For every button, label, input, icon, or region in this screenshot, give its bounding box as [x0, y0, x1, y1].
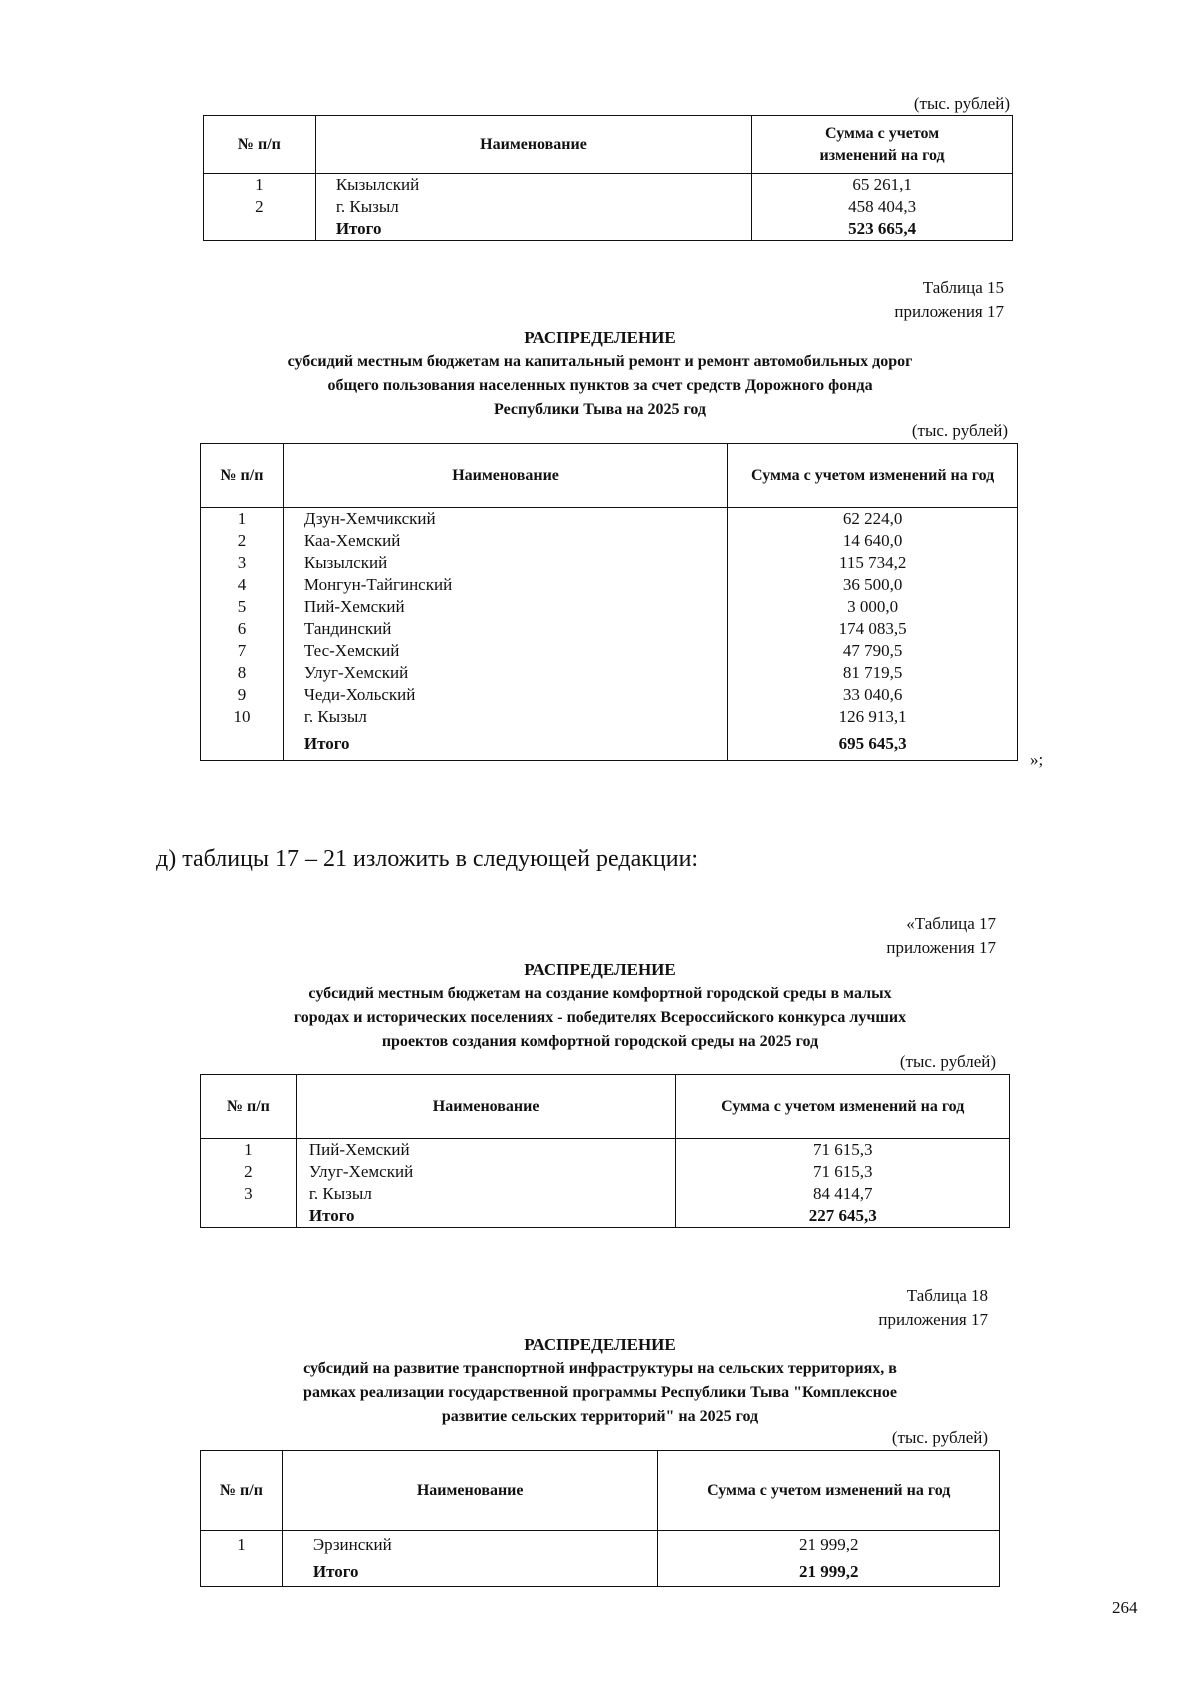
- row-num: 3: [201, 1183, 297, 1205]
- table-row: [201, 508, 1018, 531]
- table-row: [201, 618, 1018, 640]
- row-num: 9: [201, 684, 284, 706]
- subtitle-line: проектов создания комфортной городской среды на 2025 год: [381, 1033, 819, 1050]
- header-num: № п/п: [201, 444, 284, 508]
- table-row: [201, 1139, 1010, 1162]
- table17-caption: [700, 912, 996, 960]
- caption-line: приложения 17: [886, 938, 996, 957]
- subtitle-line: городах и исторических поселениях - победителях Всероссийского конкурса лучших: [293, 1009, 907, 1026]
- caption-line: приложения 17: [878, 1310, 988, 1329]
- header-sum: Сумма с учетом изменений на год: [658, 1451, 1000, 1531]
- row-value: 71 615,3: [676, 1139, 1010, 1162]
- row-num: 1: [201, 1531, 283, 1559]
- table-row: [201, 1531, 1000, 1559]
- header-name: Наименование: [282, 1451, 658, 1531]
- row-name: Монгун-Тайгинский: [283, 574, 727, 596]
- caption-line: приложения 17: [894, 302, 1004, 321]
- table18-subtitle: [150, 1357, 1050, 1429]
- subtitle-line: субсидий местным бюджетам на создание комфортной городской среды в малых: [308, 985, 892, 1002]
- row-name: Пий-Хемский: [296, 1139, 676, 1162]
- caption-line: Таблица 18: [906, 1286, 988, 1305]
- units-label: (тыс. рублей): [913, 94, 1010, 113]
- table17-title: РАСПРЕДЕЛЕНИЕ: [524, 960, 676, 979]
- header-sum: Сумма с учетом изменений на год: [676, 1075, 1010, 1139]
- table15-subtitle: [150, 350, 1050, 422]
- row-num: 1: [201, 508, 284, 531]
- row-name: Кызылский: [315, 174, 751, 197]
- row-num: 7: [201, 640, 284, 662]
- subtitle-line: общего пользования населенных пунктов за счет средств Дорожного фонда: [327, 377, 873, 394]
- table15-caption: [700, 276, 1004, 324]
- table-row: [201, 1161, 1010, 1183]
- row-name: Пий-Хемский: [283, 596, 727, 618]
- table-top: [203, 115, 1013, 241]
- row-name: Эрзинский: [282, 1531, 658, 1559]
- total-row: [201, 1205, 1010, 1228]
- row-value: 47 790,5: [728, 640, 1018, 662]
- row-value: 115 734,2: [728, 552, 1018, 574]
- header-num: № п/п: [201, 1075, 297, 1139]
- row-num: 6: [201, 618, 284, 640]
- table18: [200, 1450, 1000, 1587]
- row-num: 3: [201, 552, 284, 574]
- subtitle-line: рамках реализации государственной программы Республики Тыва "Комплексное: [303, 1384, 897, 1401]
- row-value: 33 040,6: [728, 684, 1018, 706]
- row-value: 84 414,7: [676, 1183, 1010, 1205]
- row-num: 4: [201, 574, 284, 596]
- table17: [200, 1074, 1010, 1228]
- table-row: [201, 662, 1018, 684]
- row-num: 2: [201, 1161, 297, 1183]
- total-value: 227 645,3: [676, 1205, 1010, 1228]
- subtitle-line: Республики Тыва на 2025 год: [494, 401, 706, 418]
- table17-subtitle: [150, 982, 1050, 1054]
- table18-title: РАСПРЕДЕЛЕНИЕ: [524, 1335, 676, 1354]
- table-row: [201, 684, 1018, 706]
- row-name: г. Кызыл: [296, 1183, 676, 1205]
- units-label: (тыс. рублей): [911, 421, 1008, 440]
- subtitle-line: субсидий на развитие транспортной инфраструктуры на сельских территориях, в: [303, 1360, 897, 1377]
- header-num: № п/п: [204, 116, 316, 174]
- header-name: Наименование: [296, 1075, 676, 1139]
- row-value: 126 913,1: [728, 706, 1018, 728]
- row-name: Тес-Хемский: [283, 640, 727, 662]
- row-num: 2: [201, 530, 284, 552]
- row-num: 2: [204, 196, 316, 218]
- total-label: Итого: [315, 218, 751, 241]
- row-value: 3 000,0: [728, 596, 1018, 618]
- subtitle-line: развитие сельских территорий" на 2025 год: [441, 1408, 759, 1425]
- row-value: 174 083,5: [728, 618, 1018, 640]
- row-value: 81 719,5: [728, 662, 1018, 684]
- row-value: 21 999,2: [658, 1531, 1000, 1559]
- caption-line: «Таблица 17: [906, 914, 996, 933]
- row-name: Улуг-Хемский: [283, 662, 727, 684]
- table-row: [204, 196, 1013, 218]
- total-value: 695 645,3: [728, 728, 1018, 760]
- page-number: 264: [1112, 1598, 1138, 1617]
- total-value: 21 999,2: [658, 1559, 1000, 1587]
- header-name: Наименование: [315, 116, 751, 174]
- row-num: 5: [201, 596, 284, 618]
- total-row: [204, 218, 1013, 241]
- header-sum: Сумма с учетом изменений на год: [752, 116, 1013, 174]
- row-name: Каа-Хемский: [283, 530, 727, 552]
- row-value: 14 640,0: [728, 530, 1018, 552]
- instruction-text: д) таблицы 17 – 21 изложить в следующей редакции:: [156, 846, 699, 872]
- closing-quote-mark: »;: [1030, 750, 1044, 769]
- units-label: (тыс. рублей): [891, 1428, 988, 1447]
- caption-line: Таблица 15: [922, 278, 1004, 297]
- table18-caption: [700, 1284, 988, 1332]
- row-name: Чеди-Хольский: [283, 684, 727, 706]
- units-label: (тыс. рублей): [899, 1052, 996, 1071]
- table-row: [201, 596, 1018, 618]
- row-value: 36 500,0: [728, 574, 1018, 596]
- table-row: [201, 552, 1018, 574]
- row-value: 62 224,0: [728, 508, 1018, 531]
- table15-title: РАСПРЕДЕЛЕНИЕ: [524, 328, 676, 347]
- row-value: 65 261,1: [752, 174, 1013, 197]
- row-num: 8: [201, 662, 284, 684]
- total-label: Итого: [282, 1559, 658, 1587]
- table-row: [201, 1183, 1010, 1205]
- row-name: г. Кызыл: [283, 706, 727, 728]
- row-name: Тандинский: [283, 618, 727, 640]
- header-name: Наименование: [283, 444, 727, 508]
- table-row: [201, 640, 1018, 662]
- row-num: 1: [201, 1139, 297, 1162]
- table15: [200, 443, 1018, 761]
- row-value: 458 404,3: [752, 196, 1013, 218]
- table-row: [201, 574, 1018, 596]
- total-value: 523 665,4: [752, 218, 1013, 241]
- row-name: Улуг-Хемский: [296, 1161, 676, 1183]
- total-label: Итого: [283, 728, 727, 760]
- table-row: [201, 530, 1018, 552]
- subtitle-line: субсидий местным бюджетам на капитальный ремонт и ремонт автомобильных дорог: [287, 353, 913, 370]
- total-row: [201, 1559, 1000, 1587]
- total-label: Итого: [296, 1205, 676, 1228]
- header-num: № п/п: [201, 1451, 283, 1531]
- total-row: [201, 728, 1018, 760]
- row-num: 1: [204, 174, 316, 197]
- row-name: г. Кызыл: [315, 196, 751, 218]
- row-name: Кызылский: [283, 552, 727, 574]
- row-num: 10: [201, 706, 284, 728]
- row-value: 71 615,3: [676, 1161, 1010, 1183]
- row-name: Дзун-Хемчикский: [283, 508, 727, 531]
- table-row: [201, 706, 1018, 728]
- table-row: [204, 174, 1013, 197]
- header-sum: Сумма с учетом изменений на год: [728, 444, 1018, 508]
